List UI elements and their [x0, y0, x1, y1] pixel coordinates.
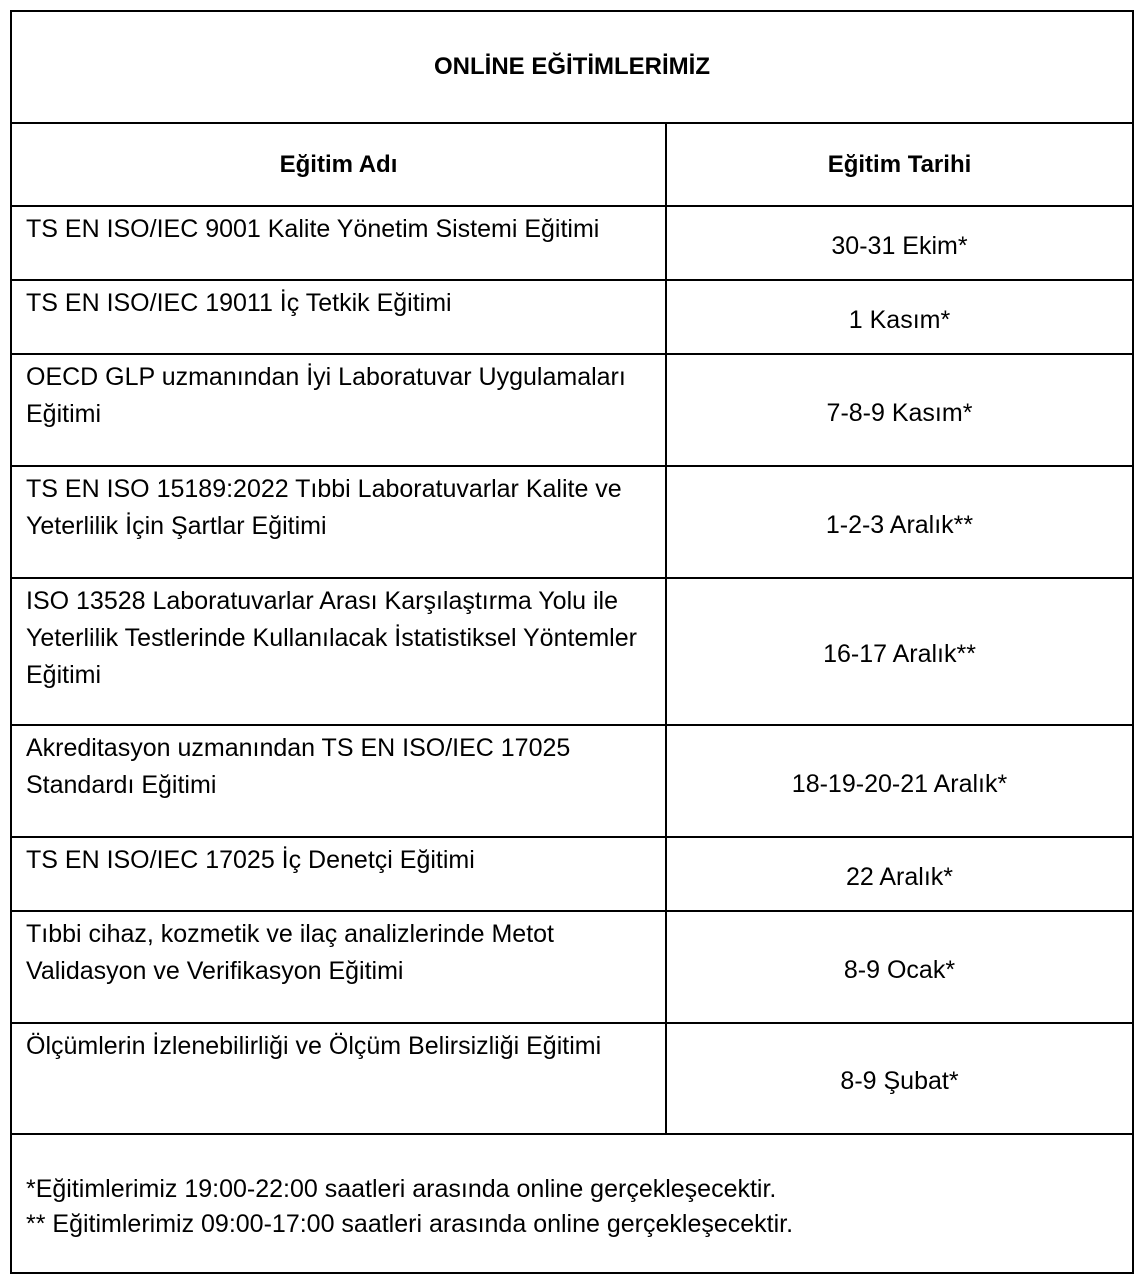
training-name: TS EN ISO 15189:2022 Tıbbi Laboratuvarlar Kalite ve Yeterlilik İçin Şartlar Eğitimi — [12, 466, 666, 578]
table-row — [12, 466, 1132, 578]
column-header-date: Eğitim Tarihi — [666, 124, 1132, 206]
table-row — [12, 1023, 1132, 1134]
table-row — [12, 354, 1132, 466]
trainings-document — [10, 10, 1134, 1274]
training-date: 18-19-20-21 Aralık* — [666, 725, 1132, 837]
table-header-row — [12, 124, 1132, 206]
table-row — [12, 725, 1132, 837]
footnote-evening: *Eğitimlerimiz 19:00-22:00 saatleri arasında online gerçekleşecektir. — [26, 1175, 777, 1203]
table-row — [12, 280, 1132, 354]
trainings-table — [12, 124, 1132, 1135]
training-date: 1 Kasım* — [666, 280, 1132, 354]
table-row — [12, 206, 1132, 280]
training-name: Akreditasyon uzmanından TS EN ISO/IEC 17025 Standardı Eğitimi — [12, 725, 666, 837]
table-row — [12, 578, 1132, 725]
column-header-name: Eğitim Adı — [12, 124, 666, 206]
training-date: 30-31 Ekim* — [666, 206, 1132, 280]
training-name: Ölçümlerin İzlenebilirliği ve Ölçüm Belirsizliği Eğitimi — [12, 1023, 666, 1134]
training-name: Tıbbi cihaz, kozmetik ve ilaç analizlerinde Metot Validasyon ve Verifikasyon Eğitimi — [12, 911, 666, 1023]
training-date: 8-9 Şubat* — [666, 1023, 1132, 1134]
footnote-daytime: ** Eğitimlerimiz 09:00-17:00 saatleri arasında online gerçekleşecektir. — [26, 1210, 794, 1238]
table-row — [12, 837, 1132, 911]
table-row — [12, 911, 1132, 1023]
training-name: TS EN ISO/IEC 19011 İç Tetkik Eğitimi — [12, 280, 666, 354]
training-date: 16-17 Aralık** — [666, 578, 1132, 725]
training-name: OECD GLP uzmanından İyi Laboratuvar Uygulamaları Eğitimi — [12, 354, 666, 466]
training-name: ISO 13528 Laboratuvarlar Arası Karşılaştırma Yolu ile Yeterlilik Testlerinde Kullanılacak İstatistiksel Yöntemler Eğitimi — [12, 578, 666, 725]
training-date: 22 Aralık* — [666, 837, 1132, 911]
document-title: ONLİNE EĞİTİMLERİMİZ — [12, 12, 1132, 124]
training-name: TS EN ISO/IEC 9001 Kalite Yönetim Sistemi Eğitimi — [12, 206, 666, 280]
training-date: 7-8-9 Kasım* — [666, 354, 1132, 466]
training-date: 1-2-3 Aralık** — [666, 466, 1132, 578]
training-date: 8-9 Ocak* — [666, 911, 1132, 1023]
footnotes — [26, 1172, 793, 1242]
training-name: TS EN ISO/IEC 17025 İç Denetçi Eğitimi — [12, 837, 666, 911]
